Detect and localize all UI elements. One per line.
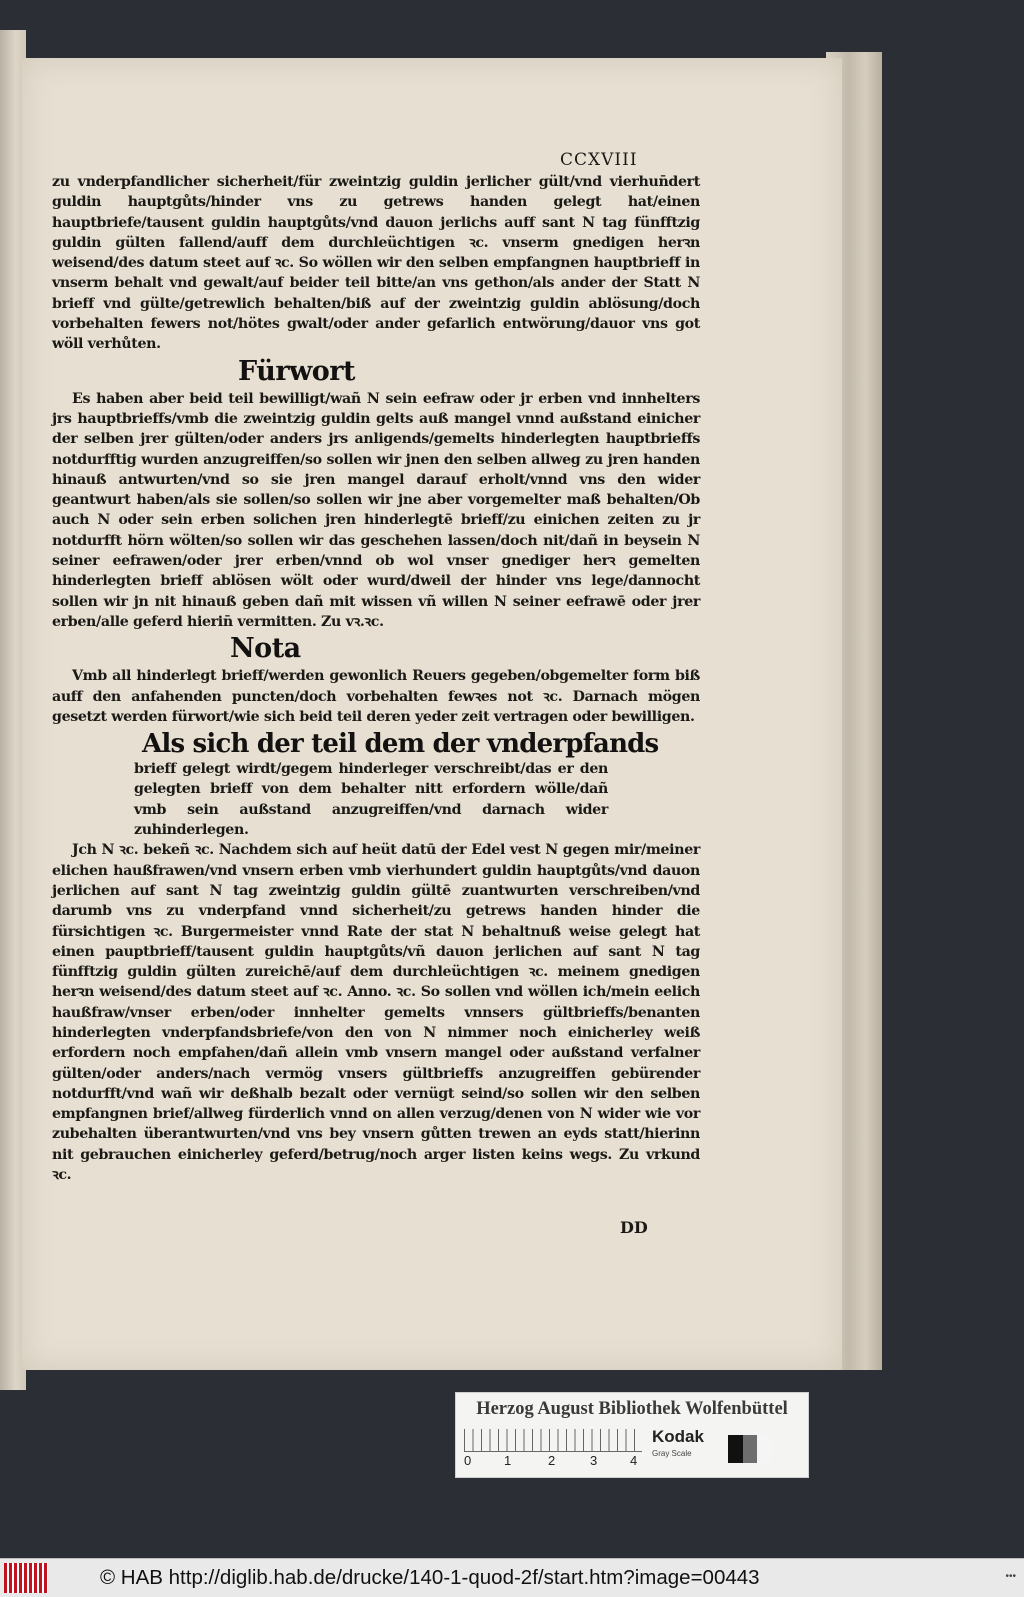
footer-copyright-url[interactable]: © HAB http://diglib.hab.de/drucke/140-1-quod-2f/start.htm?image=00443	[100, 1566, 760, 1589]
ruler-numbers	[464, 1453, 654, 1469]
card-title: Herzog August Bibliothek Wolfenbüttel	[476, 1399, 788, 1419]
gray-patch-dark	[728, 1435, 743, 1463]
paragraph-nota: Vmb all hinderlegt brieff/werden gewonlich Reuers gegeben/obgemelter form biß auff den anfahenden puncten/doch vorbehalten fewꝛes not ꝛc. Darnach mögen gesetzt werden fürwort/wie sich beid teil deren yeder zeit vertragen oder bewilligen.	[52, 668, 700, 725]
paragraph-fuerwort: Es haben aber beid teil bewilligt/wañ N sein eefraw oder jr erben vnd innhelters jrs hauptbrieffs/vmb die zweintzig guldin gelts auß mangel vnnd außstand einicher der selben jrer gülten/oder anders jrs anligends/gemelts hinderlegten hauptbrieffs notdurfftig wurden anzugreiffen/so sollen wir jnen den selben allweg zu jren handen hinauß antwurten/vnd so sie jren mangel darauf erholt/vnnd vns den wider geantwurt haben/als sie sollen/so sollen wir jne aber vorgemelter maß behalten/Ob auch N oder sein erben solichen jren hinderlegtē brieff/zu einichen zeiten zu jr notdurfft hörn wölten/so sollen wir das geschehen lassen/doch nit/dañ in beysein N seiner eefrawen/oder jrer erben/vnnd ob wol vnser gnediger herꝛ gemelten hinderlegten brieff ablösen wölt oder wurd/dweil der hinder vns lege/dannocht sollen wir jn nit hinauß geben dañ mit wissen vñ willen N seiner eefrawē oder jrer erben/alle geferd hierin̄ vermitten. Zu vꝛ.ꝛc.	[52, 390, 700, 630]
section-subtitle: brieff gelegt wirdt/gegem hinderleger verschreibt/das er den gelegten brieff von dem behalter nitt erfordern wölle/dañ vmb sein außstand anzugreiffen/vnd darnach wider zuhinderlegen.	[134, 761, 608, 839]
folio-number: CCXVIII	[560, 150, 638, 170]
text-column	[52, 172, 700, 1185]
gray-patch-mid	[743, 1435, 758, 1463]
ruler-number: 4	[630, 1453, 638, 1468]
color-calibration-card	[455, 1392, 809, 1478]
ruler-number: 3	[590, 1453, 598, 1468]
paragraph-main: Jch N ꝛc. bekeñ ꝛc. Nachdem sich auf heüt datū der Edel vest N gegen mir/meiner elichen haußfrawen/vnd vnsern erben vmb vierhundert guldin hauptgůts/vnd dauon jerlichen auf sant N tag zweintzig guldin gültē zuantwurten verschreiben/vnd darumb vns zu vnderpfand vnnd sicherheit/zu getrews handen hinder die fürsichtigen ꝛc. Burgermeister vnnd Rate der stat N behaltnuß weise gelegt hat einen pauptbrieff/tausent guldin hauptgůts/vñ dauon jerlichen auf sant N tag fünfftzig guldin gülten zureichē/auf dem durchleüchtigen ꝛc. meinem gnedigen herꝛn weisend/des datum steet auf ꝛc. Anno. ꝛc. So sollen vnd wöllen ich/mein eelich haußfraw/vnser erben/oder innhelter gemelts vnnsers gültbrieffs/benanten hinderlegten vnderpfandsbriefe/von den von N nimmer noch einicherley weiß erfordern noch empfahen/dañ allein vmb vnsern mangel oder außstand verfalner gülten/oder anders/nach vermög vnsers gültbrieffs anzugreiffen gebürender notdurfft/vnd wañ wir deßhalb bezalt oder vernügt seind/so sollen wir den selben empfangnen brief/allweg fürderlich vnnd on allen verzug/denen von N wider wie vor zubehalten überantwurten/vnd vns bey vnsern gůtten trewen an eyds statt/hierinn nit gebrauchen einicherley geferd/betrug/noch arger listen keins wegs. Zu vrkund ꝛc.	[52, 842, 700, 1184]
section-title: Als sich der teil dem der vnderpfands	[142, 729, 659, 760]
ruler-number: 2	[548, 1453, 556, 1468]
measuring-ruler	[464, 1429, 642, 1452]
gray-scale-label: Gray Scale	[652, 1449, 692, 1458]
more-dots-icon: •••	[1005, 1571, 1016, 1582]
ruler-number: 0	[464, 1453, 472, 1468]
footer-bar	[0, 1558, 1024, 1597]
gray-patches	[728, 1435, 772, 1463]
hab-logo-icon	[4, 1563, 48, 1593]
intro-paragraph: zu vnderpfandlicher sicherheit/für zweintzig guldin jerlicher gült/vnd vierhun̄dert guldin hauptgůts/hinder vns zu getrews handen gelegt hat/einen hauptbriefe/tausent guldin hauptgůts/vnd dauon jerlichs auff sant N tag fünfftzig guldin gülten fallend/auff dem durchleüchtigen ꝛc. vnserm gnedigen herꝛn weisend/des datum steet auf ꝛc. So wöllen wir den selben empfangnen hauptbrieff in vnserm behalt vnd gewalt/auf beider teil bitte/an vns gethon/als ander der Statt N brieff vnd gülte/getrewlich behalten/biß auf der zweintzig guldin ablösung/doch vorbehalten fewers not/hötes gwalt/oder ander gefarlich entwörung/dauor vns got wöll verhůten.	[52, 174, 700, 353]
kodak-logo: Kodak	[652, 1427, 704, 1446]
ruler-number: 1	[504, 1453, 512, 1468]
catchword: DD	[620, 1218, 648, 1237]
heading-nota: Nota	[230, 633, 301, 665]
heading-fuerwort: Fürwort	[238, 355, 355, 387]
gray-patch-light	[757, 1435, 772, 1463]
